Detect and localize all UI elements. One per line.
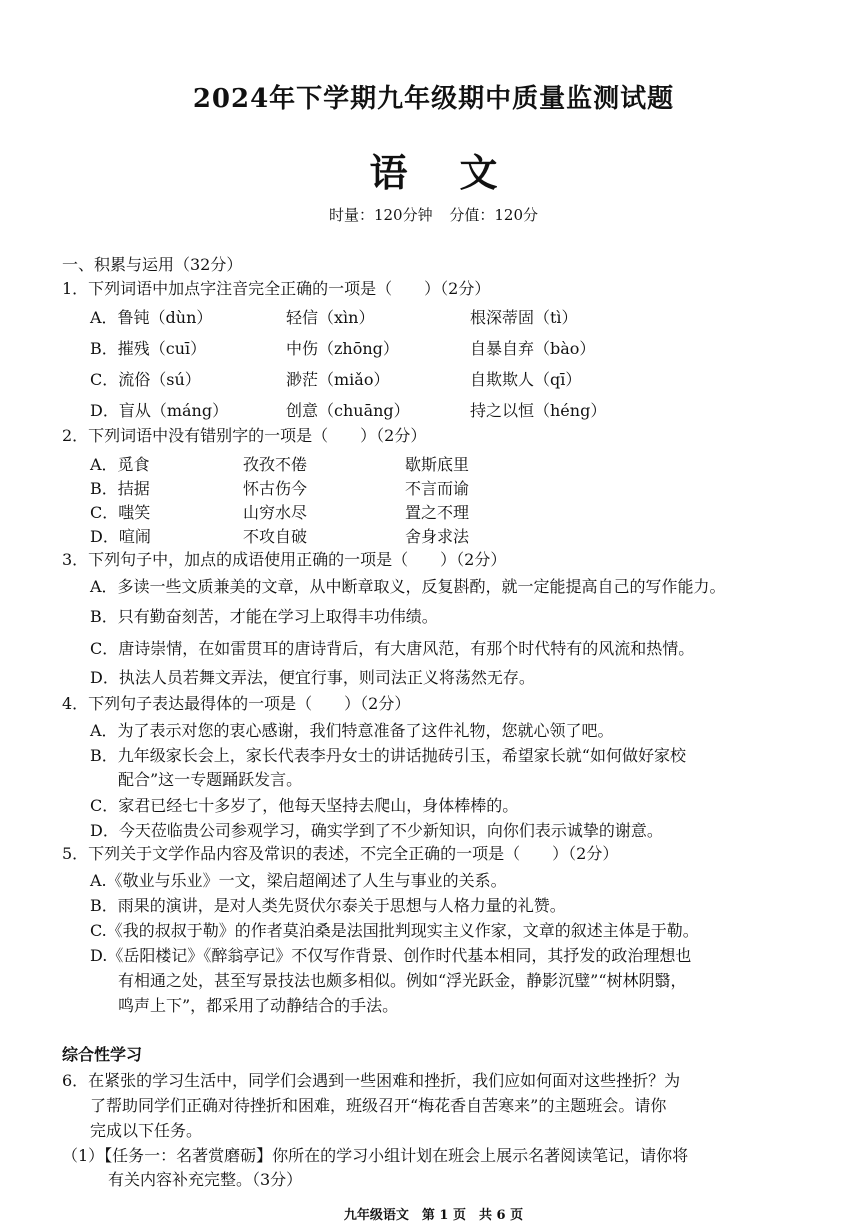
option-cell: 置之不理 [405, 503, 470, 522]
page-footer: 九年级语文 第 1 页 共 6 页 [343, 1208, 524, 1223]
option-line: 鸣声上下”，都采用了动静结合的手法。 [118, 996, 399, 1015]
option-cell: 创意（chuāng） [286, 401, 410, 420]
task-line: 有关内容补充完整。（3分） [108, 1170, 303, 1189]
section-heading: 一、积累与运用（32分） [62, 255, 243, 274]
score-label: 分值：120分 [449, 206, 539, 224]
option-cell: 不言而谕 [405, 479, 470, 498]
option-cell: 轻信（xìn） [286, 308, 375, 327]
section-heading: 综合性学习 [62, 1045, 143, 1064]
option-cell: 自暴自弃（bào） [470, 339, 596, 358]
option-cell: 中伤（zhōng） [286, 339, 399, 358]
question-stem: 1．下列词语中加点字注音完全正确的一项是（ ）（2分） [62, 279, 491, 298]
option-cell: 歇斯底里 [405, 455, 470, 474]
option-cell: B．摧残（cuī） [90, 339, 207, 358]
option-line: C．唐诗崇情，在如雷贯耳的唐诗背后，有大唐风范，有那个时代特有的风流和热情。 [90, 639, 695, 658]
option-cell: 根深蒂固（tì） [470, 308, 578, 327]
question-line: 6．在紧张的学习生活中，同学们会遇到一些困难和挫折，我们应如何面对这些挫折？为 [62, 1071, 681, 1090]
option-line: B．雨果的演讲，是对人类先贤伏尔泰关于思想与人格力量的礼赞。 [90, 896, 566, 915]
option-line: A.《敬业与乐业》一文，梁启超阐述了人生与事业的关系。 [90, 871, 507, 890]
option-line: A．为了表示对您的衷心感谢，我们特意准备了这件礼物，您就心领了吧。 [90, 721, 614, 740]
option-cell: 怀古伤今 [243, 479, 308, 498]
option-line: D．执法人员若舞文弄法，便宜行事，则司法正义将荡然无存。 [90, 668, 535, 687]
option-cell: 舍身求法 [405, 527, 470, 546]
question-stem: 2．下列词语中没有错别字的一项是（ ）（2分） [62, 426, 427, 445]
option-line: D.《岳阳楼记》《醉翁亭记》不仅写作背景、创作时代基本相同，其抒发的政治理想也 [90, 946, 692, 965]
exam-meta [0, 204, 867, 225]
option-cell: D．喧闹 [90, 527, 151, 546]
option-line: C.《我的叔叔于勒》的作者莫泊桑是法国批判现实主义作家，文章的叙述主体是于勒。 [90, 921, 699, 940]
time-label: 时量：120分钟 [328, 206, 433, 224]
question-line: 了帮助同学们正确对待挫折和困难，班级召开“梅花香自苦寒来”的主题班会。请你 [90, 1096, 667, 1115]
option-line: C．家君已经七十多岁了，他每天坚持去爬山，身体棒棒的。 [90, 796, 519, 815]
option-line: 有相通之处，甚至写景技法也颇多相似。例如“浮光跃金，静影沉璧”“树林阴翳， [118, 971, 687, 990]
option-cell: 渺茫（miǎo） [286, 370, 390, 389]
option-cell: C．嗤笑 [90, 503, 151, 522]
exam-title: 2024年下学期九年级期中质量监测试题 [192, 84, 675, 114]
option-cell: D．盲从（máng） [90, 401, 229, 420]
option-line: D．今天莅临贵公司参观学习，确实学到了不少新知识，向你们表示诚挚的谢意。 [90, 821, 663, 840]
subject-title: 语文 [369, 150, 550, 195]
option-cell: A．觅食 [90, 455, 150, 474]
question-stem: 4．下列句子表达最得体的一项是（ ）（2分） [62, 694, 411, 713]
option-cell: 不攻自破 [243, 527, 308, 546]
option-cell: C．流俗（sú） [90, 370, 201, 389]
option-cell: 持之以恒（héng） [470, 401, 607, 420]
option-cell: 孜孜不倦 [243, 455, 308, 474]
option-cell: B．拮据 [90, 479, 150, 498]
option-cell: 自欺欺人（qī） [470, 370, 582, 389]
option-line: 配合”这一专题踊跃发言。 [118, 770, 303, 789]
option-cell: 山穷水尽 [243, 503, 308, 522]
option-cell: A．鲁钝（dùn） [90, 308, 213, 327]
question-line: 完成以下任务。 [90, 1121, 203, 1140]
question-stem: 5．下列关于文学作品内容及常识的表述，不完全正确的一项是（ ）（2分） [62, 844, 619, 863]
option-line: A．多读一些文质兼美的文章，从中断章取义，反复斟酌，就一定能提高自己的写作能力。 [90, 577, 726, 596]
option-line: B．九年级家长会上，家长代表李丹女士的讲话抛砖引玉，希望家长就“如何做好家校 [90, 746, 686, 765]
question-stem: 3．下列句子中，加点的成语使用正确的一项是（ ）（2分） [62, 550, 507, 569]
task-line: （1）【任务一：名著赏磨砺】你所在的学习小组计划在班会上展示名著阅读笔记，请你将 [62, 1146, 689, 1165]
option-line: B．只有勤奋刻苦，才能在学习上取得丰功伟绩。 [90, 607, 438, 626]
